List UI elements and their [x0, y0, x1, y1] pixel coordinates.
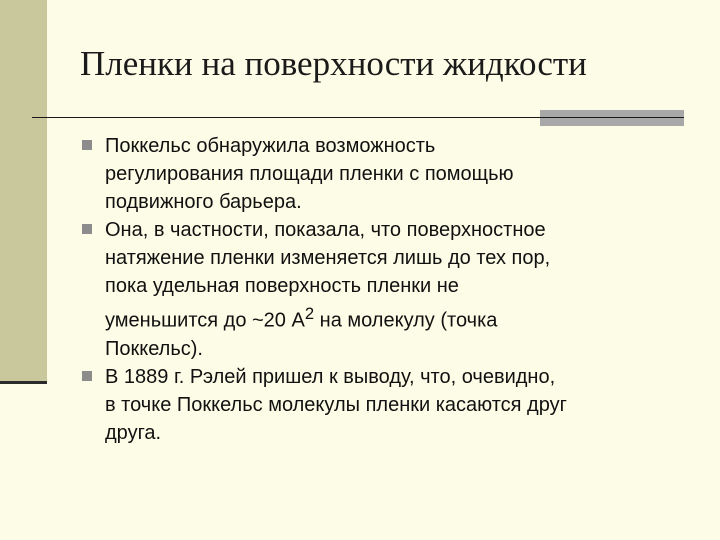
slide-title: Пленки на поверхности жидкости	[80, 44, 587, 83]
bullet-item	[80, 216, 680, 363]
square-bullet-icon	[82, 371, 92, 381]
square-bullet-icon	[82, 224, 92, 234]
bullet-text-part: Она, в частности, показала, что поверхностное натяжение пленки изменяется лишь до тех пор, пока удельная поверхность пленки не уменьшится до ~20 А	[105, 219, 551, 332]
bullet-text-part: на молекулу (точка Поккельс).	[105, 309, 498, 360]
bullet-item	[80, 363, 680, 447]
title-accent-bar	[540, 110, 684, 126]
sidebar-decoration	[0, 0, 47, 382]
sidebar-divider	[0, 381, 47, 384]
bullet-text	[105, 216, 680, 363]
bullet-text: В 1889 г. Рэлей пришел к выводу, что, очевидно, в точке Поккельс молекулы пленки касаются друг друга.	[105, 365, 567, 444]
title-divider	[32, 117, 684, 118]
bullet-text: Поккельс обнаружила возможность регулирования площади пленки с помощью подвижного барьера.	[105, 135, 514, 213]
bullet-list	[80, 132, 680, 447]
superscript: 2	[304, 304, 315, 323]
square-bullet-icon	[82, 140, 92, 150]
bullet-item	[80, 132, 680, 216]
